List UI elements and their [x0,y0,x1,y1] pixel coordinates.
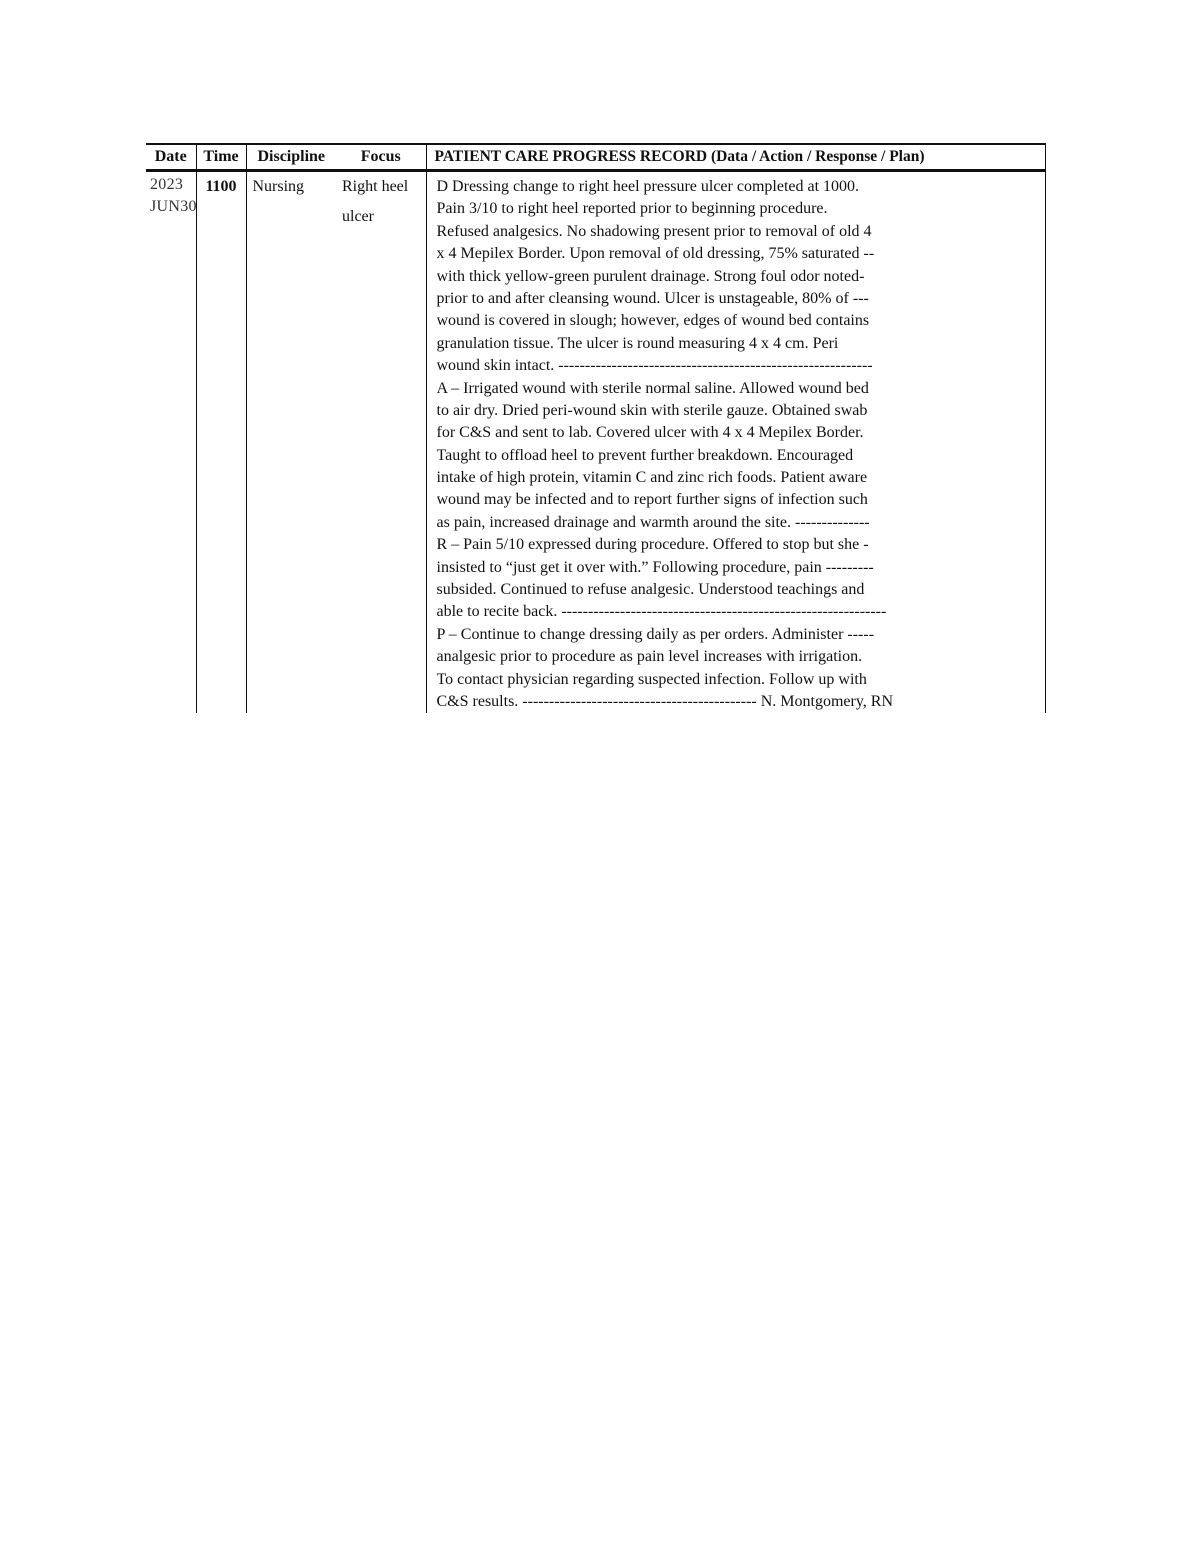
narrative-line: for C&S and sent to lab. Covered ulcer with 4 x 4 Mepilex Border. [436,424,864,442]
discipline-cell: Nursing [252,178,305,195]
narrative-line: subsided. Continued to refuse analgesic. Understood teachings and [436,581,865,599]
focus-cell: Right heel ulcer [342,178,409,225]
date-header: Date [146,144,196,171]
narrative-line: A – Irrigated wound with sterile normal saline. Allowed wound bed [436,379,869,397]
narrative-line: C&S results. -------------------------------------------- N. Montgomery, RN [436,692,894,710]
narrative-line: P – Continue to change dressing daily as per orders. Administer ----- [436,625,875,643]
narrative-line: wound is covered in slough; however, edges of wound bed contains [436,312,870,330]
narrative-line: To contact physician regarding suspected infection. Follow up with [436,670,867,688]
table-row [146,171,1046,714]
narrative-line: intake of high protein, vitamin C and zinc rich foods. Patient aware [436,469,868,487]
narrative-text [437,176,1040,713]
narrative-line: R – Pain 5/10 expressed during procedure. Offered to stop but she - [436,536,869,554]
narrative-line: wound skin intact. ----------------------------------------------------------- [436,357,873,375]
narrative-line: prior to and after cleansing wound. Ulcer is unstageable, 80% of --- [436,289,869,307]
narrative-line: with thick yellow-green purulent drainage. Strong foul odor noted- [436,267,865,285]
narrative-line: Refused analgesics. No shadowing present prior to removal of old 4 [436,222,872,240]
date-year: 2023 [150,176,184,193]
narrative-line: Pain 3/10 to right heel reported prior to beginning procedure. [436,200,828,218]
narrative-line: able to recite back. ------------------------------------------------------------- [436,603,887,621]
narrative-line: x 4 Mepilex Border. Upon removal of old dressing, 75% saturated -- [436,245,875,263]
narrative-line: analgesic prior to procedure as pain level increases with irrigation. [436,648,863,666]
narrative-line: D Dressing change to right heel pressure ulcer completed at 1000. [436,178,860,195]
discipline-header: Discipline [246,144,336,171]
narrative-cell [426,171,1046,714]
narrative-line: as pain, increased drainage and warmth around the site. -------------- [436,513,870,531]
focus-header: Focus [336,144,426,171]
time-header: Time [196,144,246,171]
narrative-line: to air dry. Dried peri-wound skin with sterile gauze. Obtained swab [436,401,868,419]
narrative-line: Taught to offload heel to prevent further breakdown. Encouraged [436,446,854,464]
narrative-header: PATIENT CARE PROGRESS RECORD (Data / Action / Response / Plan) [426,144,1046,171]
time-cell: 1100 [196,171,246,714]
header-row [146,144,1046,171]
date-day: JUN30 [150,198,197,216]
narrative-line: wound may be infected and to report further signs of infection such [436,491,868,509]
narrative-line: granulation tissue. The ulcer is round measuring 4 x 4 cm. Peri [436,334,839,352]
date-cell [146,171,196,714]
progress-record-table [146,143,1046,713]
narrative-line: insisted to “just get it over with.” Following procedure, pain --------- [436,558,874,576]
